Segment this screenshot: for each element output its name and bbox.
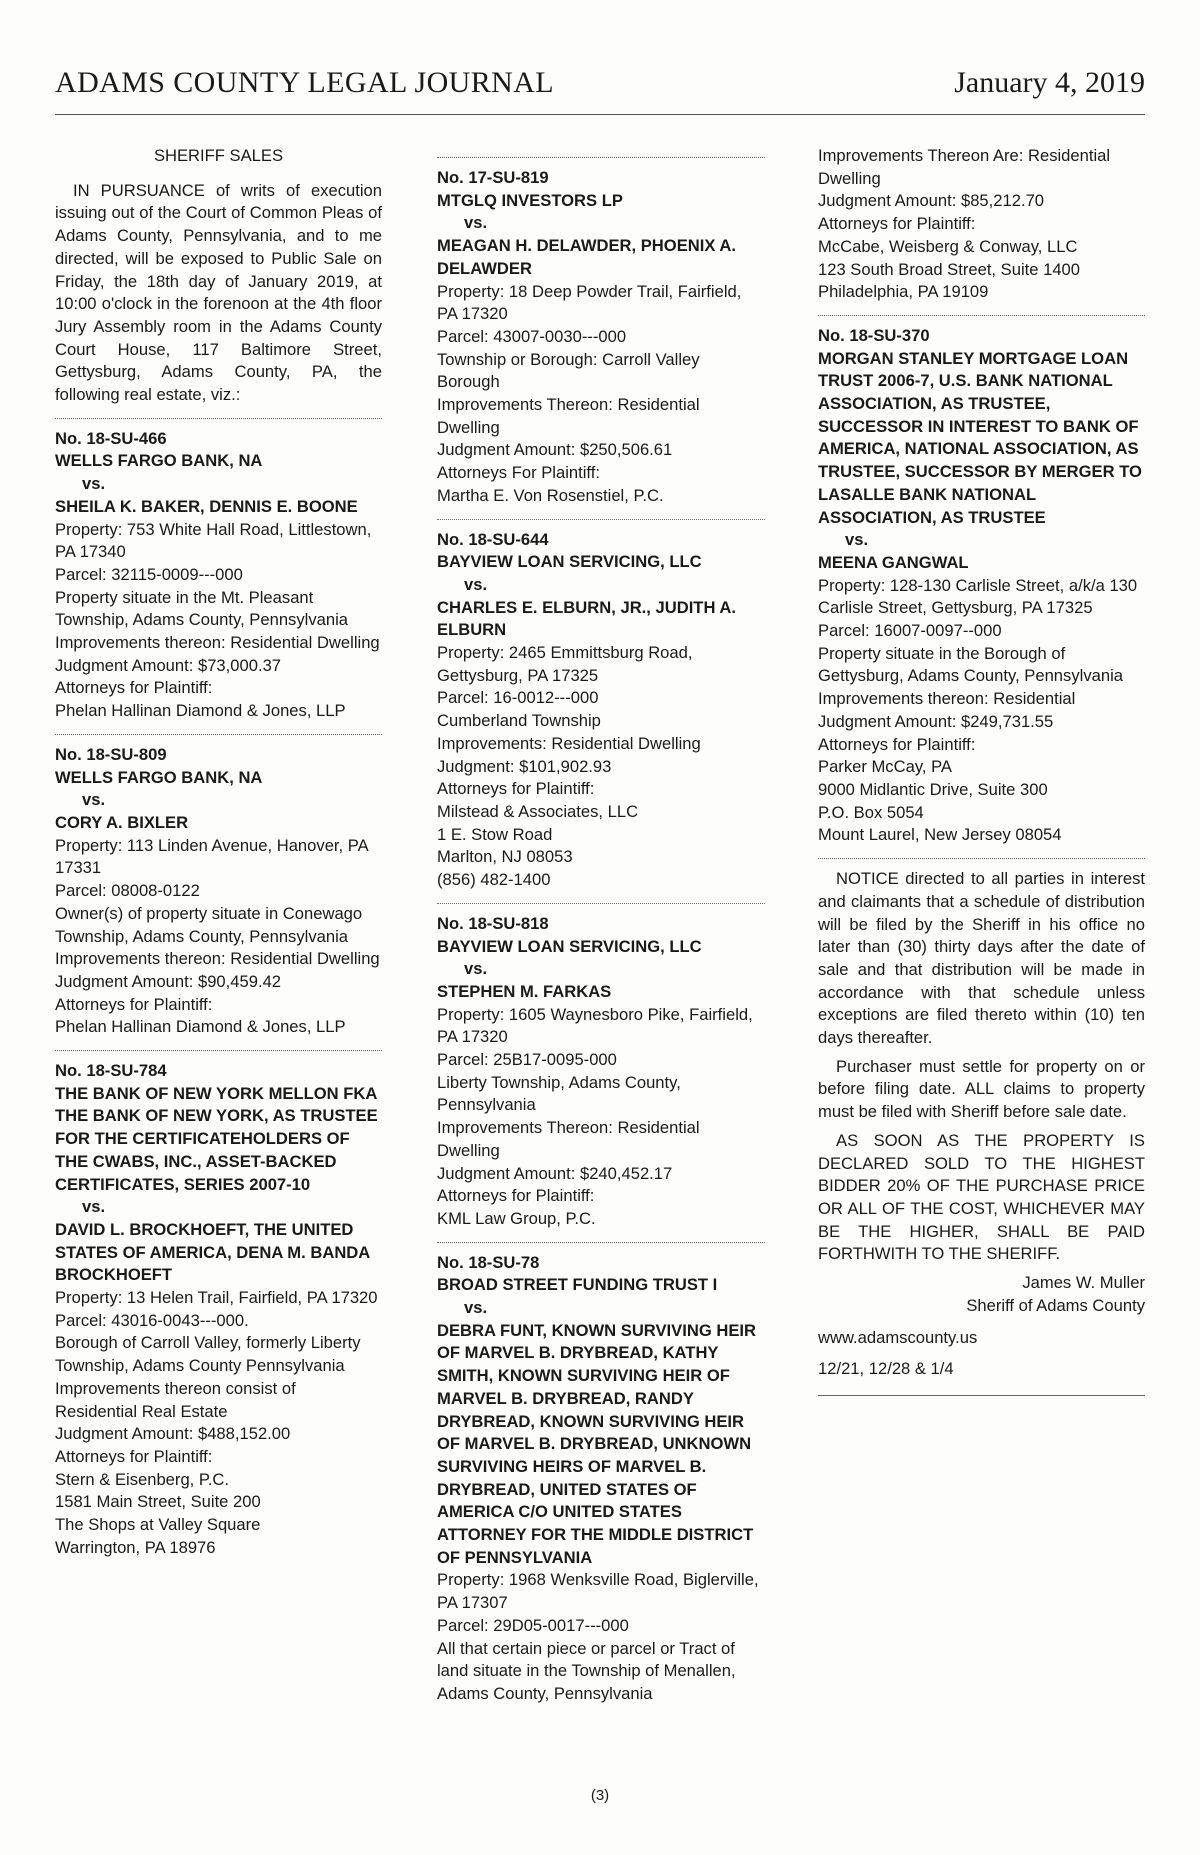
case-detail: Attorneys for Plaintiff: xyxy=(55,1446,213,1466)
issue-date: January 4, 2019 xyxy=(954,66,1145,99)
defendant: DAVID L. BROCKHOEFT, THE UNITED STATES OF AMERICA, DENA M. BANDA BROCKHOEFT xyxy=(55,1219,370,1285)
case-number: No. 18-SU-809 xyxy=(55,744,167,764)
dotted-divider xyxy=(437,903,765,904)
distribution-notice: NOTICE directed to all parties in interest and claimants that a schedule of distribution will be filed by the Sheriff in his office no later than (30) thirty days after the date of sale and that distribution will be made in accordance with that schedule unless exceptions are filed thereto within (10) ten days thereafter. xyxy=(818,869,1145,1048)
case-detail: Milstead & Associates, LLC xyxy=(437,801,639,821)
case-detail: Judgment Amount: $85,212.70 xyxy=(818,191,1045,211)
case-detail: Liberty Township, Adams County, Pennsylvania xyxy=(437,1072,681,1115)
case-detail: Phelan Hallinan Diamond & Jones, LLP xyxy=(55,1017,346,1037)
dotted-divider xyxy=(818,858,1145,859)
versus-label: vs. xyxy=(82,474,106,494)
case-detail: Philadelphia, PA 19109 xyxy=(818,282,989,302)
case-listing xyxy=(55,428,382,723)
settlement-notice: Purchaser must settle for property on or before filing date. ALL claims to property must be filed with Sheriff before sale date. xyxy=(818,1056,1145,1122)
case-detail: Improvements Thereon Are: Residential Dwelling xyxy=(818,146,1111,188)
case-detail: Parcel: 32115-0009---000 xyxy=(55,564,243,584)
case-detail: McCabe, Weisberg & Conway, LLC xyxy=(818,236,1078,256)
case-detail: Cumberland Township xyxy=(437,711,601,731)
case-detail: Judgment Amount: $90,459.42 xyxy=(55,971,282,991)
case-detail: Marlton, NJ 08053 xyxy=(437,847,573,867)
case-detail: Attorneys for Plaintiff: xyxy=(818,734,976,754)
case-detail: Parcel: 43007-0030---000 xyxy=(437,326,627,346)
case-detail: (856) 482-1400 xyxy=(437,870,551,890)
dotted-divider xyxy=(437,157,765,158)
case-detail: Property: 13 Helen Trail, Fairfield, PA 17320 xyxy=(55,1288,378,1308)
journal-title: ADAMS COUNTY LEGAL JOURNAL xyxy=(55,66,554,99)
case-detail: Improvements thereon: Residential Dwelling xyxy=(55,949,380,969)
case-listing-continued xyxy=(818,145,1145,304)
dotted-divider xyxy=(437,519,765,520)
masthead xyxy=(55,62,1145,115)
case-detail: Property: 1605 Waynesboro Pike, Fairfield, PA 17320 xyxy=(437,1004,753,1047)
case-detail: Judgment Amount: $488,152.00 xyxy=(55,1424,291,1444)
case-detail: All that certain piece or parcel or Tract of land situate in the Township of Menallen, Adams County, Pennsylvania xyxy=(437,1638,736,1703)
case-detail: Attorneys for Plaintiff: xyxy=(437,1186,595,1206)
case-number: No. 18-SU-78 xyxy=(437,1252,540,1272)
plaintiff: THE BANK OF NEW YORK MELLON FKA THE BANK OF NEW YORK, AS TRUSTEE FOR THE CERTIFICATEHOLDERS OF THE CWABS, INC., ASSET-BACKED CERTIFICATES, SERIES 2007-10 xyxy=(55,1083,378,1194)
case-detail: Property: 1968 Wenksville Road, Biglerville, PA 17307 xyxy=(437,1570,759,1613)
versus-label: vs. xyxy=(845,530,869,550)
case-detail: Parcel: 08008-0122 xyxy=(55,881,200,901)
case-detail: The Shops at Valley Square xyxy=(55,1515,261,1535)
case-detail: Parcel: 29D05-0017---000 xyxy=(437,1615,629,1635)
plaintiff: BAYVIEW LOAN SERVICING, LLC xyxy=(437,552,702,572)
case-listing xyxy=(55,1060,382,1559)
dotted-divider xyxy=(437,1242,765,1243)
case-detail: Judgment Amount: $249,731.55 xyxy=(818,711,1054,731)
case-detail: Attorneys for Plaintiff: xyxy=(55,678,213,698)
case-detail: Property situate in the Borough of Gettysburg, Adams County, Pennsylvania xyxy=(818,643,1123,686)
case-detail: Improvements thereon: Residential Dwelling xyxy=(55,633,380,653)
plaintiff: BAYVIEW LOAN SERVICING, LLC xyxy=(437,936,702,956)
section-title: SHERIFF SALES xyxy=(153,146,284,165)
case-number: No. 18-SU-818 xyxy=(437,913,549,933)
case-listing xyxy=(437,167,765,508)
page-number: (3) xyxy=(590,1787,610,1804)
plaintiff: WELLS FARGO BANK, NA xyxy=(55,767,263,787)
defendant: SHEILA K. BAKER, DENNIS E. BOONE xyxy=(55,496,358,516)
case-detail: Attorneys for Plaintiff: xyxy=(55,994,213,1014)
case-detail: Judgment Amount: $240,452.17 xyxy=(437,1163,673,1183)
defendant: STEPHEN M. FARKAS xyxy=(437,981,612,1001)
dotted-divider xyxy=(55,418,382,419)
versus-label: vs. xyxy=(464,574,488,594)
sheriff-title: Sheriff of Adams County xyxy=(966,1295,1145,1315)
case-detail: Attorneys for Plaintiff: xyxy=(437,779,595,799)
case-detail: Borough of Carroll Valley, formerly Liberty Township, Adams County Pennsylvania xyxy=(55,1333,361,1376)
case-detail: Property situate in the Mt. Pleasant Township, Adams County, Pennsylvania xyxy=(55,587,349,630)
defendant: CORY A. BIXLER xyxy=(55,812,189,832)
case-detail: Property: 128-130 Carlisle Street, a/k/a 130 Carlisle Street, Gettysburg, PA 17325 xyxy=(818,575,1138,618)
dotted-divider xyxy=(55,734,382,735)
intro-paragraph: IN PURSUANCE of writs of execution issuing out of the Court of Common Pleas of Adams County, Pennsylvania, and to me directed, will be exposed to Public Sale on Friday, the 18th day of January 2019, at 10:00 o'clock in the forenoon at the 4th floor Jury Assembly room in the Adams County Court House, 117 Baltimore Street, Gettysburg, Adams County, PA, the following real estate, viz.: xyxy=(55,180,382,405)
case-detail: Mount Laurel, New Jersey 08054 xyxy=(818,825,1062,845)
case-detail: Attorneys for Plaintiff: xyxy=(818,214,976,234)
dotted-divider xyxy=(818,315,1145,316)
case-detail: Property: 2465 Emmittsburg Road, Gettysburg, PA 17325 xyxy=(437,643,693,685)
end-rule xyxy=(818,1395,1145,1396)
case-detail: Judgment Amount: $73,000.37 xyxy=(55,655,282,675)
case-detail: Parcel: 16-0012---000 xyxy=(437,688,599,708)
case-detail: Martha E. Von Rosenstiel, P.C. xyxy=(437,485,664,505)
case-number: No. 17-SU-819 xyxy=(437,168,549,187)
case-detail: Property: 18 Deep Powder Trail, Fairfield, PA 17320 xyxy=(437,281,742,324)
column-1 xyxy=(55,145,382,1559)
case-detail: Improvements Thereon: Residential Dwelling xyxy=(437,395,700,437)
case-number: No. 18-SU-370 xyxy=(818,325,930,345)
sheriff-name: James W. Muller xyxy=(1022,1273,1145,1293)
case-detail: Improvements Thereon: Residential Dwelling xyxy=(437,1118,700,1160)
case-detail: KML Law Group, P.C. xyxy=(437,1208,596,1228)
column-3 xyxy=(818,145,1145,1396)
payment-notice: AS SOON AS THE PROPERTY IS DECLARED SOLD TO THE HIGHEST BIDDER 20% OF THE PURCHASE PRICE OR ALL OF THE COST, WHICHEVER MAY BE THE HIGHER, SHALL BE PAID FORTHWITH TO THE SHERIFF. xyxy=(818,1130,1145,1264)
case-detail: Stern & Eisenberg, P.C. xyxy=(55,1469,230,1489)
case-detail: Owner(s) of property situate in Conewago Township, Adams County, Pennsylvania xyxy=(55,903,363,946)
versus-label: vs. xyxy=(464,959,488,979)
plaintiff: WELLS FARGO BANK, NA xyxy=(55,451,263,471)
case-detail: 1 E. Stow Road xyxy=(437,824,553,844)
case-detail: Property: 113 Linden Avenue, Hanover, PA 17331 xyxy=(55,835,368,878)
case-detail: Judgment: $101,902.93 xyxy=(437,756,612,776)
plaintiff: MTGLQ INVESTORS LP xyxy=(437,190,623,210)
case-number: No. 18-SU-644 xyxy=(437,529,549,549)
case-listing xyxy=(437,1252,765,1706)
case-detail: Property: 753 White Hall Road, Littlestown, PA 17340 xyxy=(55,519,372,562)
publication-dates: 12/21, 12/28 & 1/4 xyxy=(818,1359,954,1379)
case-number: No. 18-SU-784 xyxy=(55,1061,167,1081)
case-detail: Phelan Hallinan Diamond & Jones, LLP xyxy=(55,701,346,721)
versus-label: vs. xyxy=(464,213,488,233)
case-number: No. 18-SU-466 xyxy=(55,428,167,448)
case-detail: 123 South Broad Street, Suite 1400 xyxy=(818,259,1080,279)
case-detail: Parcel: 25B17-0095-000 xyxy=(437,1050,617,1070)
case-detail: Parcel: 43016-0043---000. xyxy=(55,1310,249,1330)
case-detail: Improvements thereon: Residential xyxy=(818,689,1076,709)
versus-label: vs. xyxy=(464,1298,488,1318)
versus-label: vs. xyxy=(82,790,106,810)
case-listing xyxy=(818,325,1145,847)
case-detail: P.O. Box 5054 xyxy=(818,802,924,822)
case-detail: Parcel: 16007-0097--000 xyxy=(818,621,1002,641)
case-detail: Warrington, PA 18976 xyxy=(55,1537,216,1557)
website-link[interactable]: www.adamscounty.us xyxy=(818,1328,978,1348)
case-detail: Improvements: Residential Dwelling xyxy=(437,733,701,753)
case-detail: Improvements thereon consist of Residential Real Estate xyxy=(55,1378,296,1421)
case-listing xyxy=(437,529,765,892)
dotted-divider xyxy=(55,1050,382,1051)
case-detail: 9000 Midlantic Drive, Suite 300 xyxy=(818,779,1048,799)
case-detail: Parker McCay, PA xyxy=(818,757,953,777)
defendant: MEAGAN H. DELAWDER, PHOENIX A. DELAWDER xyxy=(437,236,737,278)
versus-label: vs. xyxy=(82,1197,106,1217)
column-2 xyxy=(437,145,765,1706)
defendant: MEENA GANGWAL xyxy=(818,552,969,572)
case-detail: 1581 Main Street, Suite 200 xyxy=(55,1492,261,1512)
case-listing xyxy=(55,744,382,1039)
defendant: DEBRA FUNT, KNOWN SURVIVING HEIR OF MARVEL B. DRYBREAD, KATHY SMITH, KNOWN SURVIVING HEIR OF MARVEL B. DRYBREAD, RANDY DRYBREAD, KNOWN SURVIVING HEIR OF MARVEL B. DRYBREAD, UNKNOWN SURVIVING HEIRS OF MARVEL B. DRYBREAD, UNITED STATES OF AMERICA C/O UNITED STATES ATTORNEY FOR THE MIDDLE DISTRICT OF PENNSYLVANIA xyxy=(437,1320,756,1567)
plaintiff: BROAD STREET FUNDING TRUST I xyxy=(437,1275,718,1295)
case-listing xyxy=(437,913,765,1231)
case-detail: Attorneys For Plaintiff: xyxy=(437,463,600,483)
defendant: CHARLES E. ELBURN, JR., JUDITH A. ELBURN xyxy=(437,597,737,640)
case-detail: Township or Borough: Carroll Valley Borough xyxy=(437,349,700,392)
case-detail: Judgment Amount: $250,506.61 xyxy=(437,440,673,460)
plaintiff: MORGAN STANLEY MORTGAGE LOAN TRUST 2006-7, U.S. BANK NATIONAL ASSOCIATION, AS TRUSTEE, SUCCESSOR IN INTEREST TO BANK OF AMERICA, NATIONAL ASSOCIATION, AS TRUSTEE, SUCCESSOR BY MERGER TO LASALLE BANK NATIONAL ASSOCIATION, AS TRUSTEE xyxy=(818,348,1142,527)
